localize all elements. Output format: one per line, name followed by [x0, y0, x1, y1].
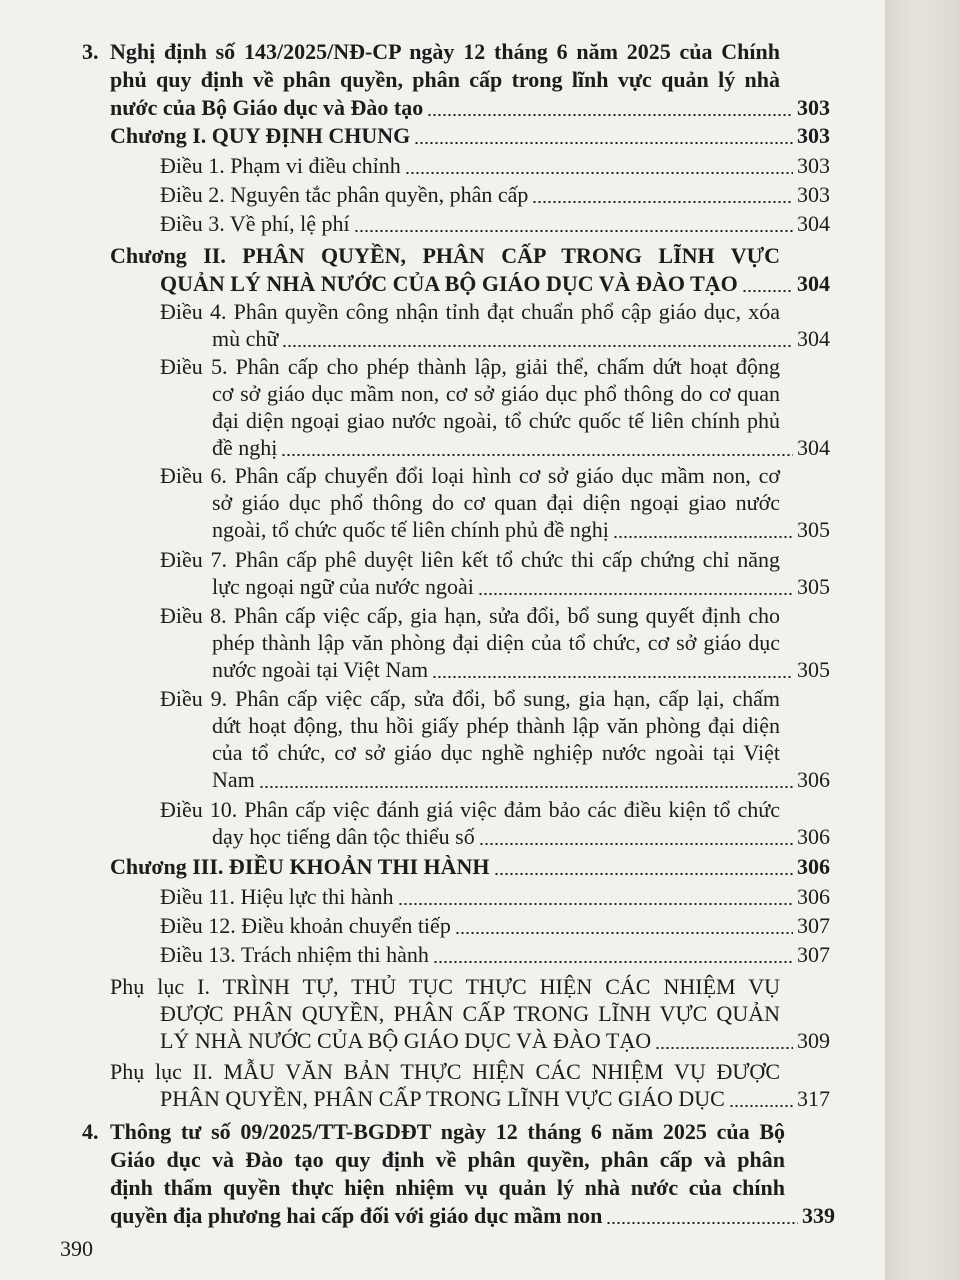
article-9-line-3: của tổ chức, cơ sở giáo dục nghề nghiệp nước ngoài tại Việt	[212, 740, 780, 765]
article-9-line-2: dứt hoạt động, thu hồi giấy phép thành lập văn phòng đại diện	[212, 713, 780, 738]
article-8-line-2: phép thành lập văn phòng đại diện của tổ chức, cơ sở giáo dục	[212, 630, 780, 655]
article-5-line-2: cơ sở giáo dục mầm non, cơ sở giáo dục phổ thông do cơ quan	[212, 381, 780, 406]
page-ref: 303	[797, 95, 830, 120]
chapter-1: Chương I. QUY ĐỊNH CHUNG 303	[110, 123, 830, 148]
article-6-line-1: Điều 6. Phân cấp chuyển đổi loại hình cơ sở giáo dục mầm non, cơ	[160, 463, 780, 488]
section-4-line-4: quyền địa phương hai cấp đối với giáo dục mầm non 339	[110, 1203, 835, 1228]
article-8-line-3: nước ngoài tại Việt Nam 305	[212, 657, 830, 682]
article-4-line-1: Điều 4. Phân quyền công nhận tỉnh đạt chuẩn phổ cập giáo dục, xóa	[160, 299, 780, 324]
chapter-2-line-2: QUẢN LÝ NHÀ NƯỚC CỦA BỘ GIÁO DỤC VÀ ĐÀO TẠO 304	[160, 271, 830, 296]
section-4-line-3: định thẩm quyền thực hiện nhiệm vụ quản lý nhà nước của chính	[110, 1175, 785, 1200]
article-6-line-3: ngoài, tổ chức quốc tế liên chính phủ đề nghị 305	[212, 517, 830, 542]
article-4-line-2: mù chữ 304	[212, 326, 830, 351]
article-2: Điều 2. Nguyên tắc phân quyền, phân cấp 303	[160, 182, 830, 207]
article-9-line-1: Điều 9. Phân cấp việc cấp, sửa đổi, bổ sung, gia hạn, cấp lại, chấm	[160, 686, 780, 711]
section-3-line-1: Nghị định số 143/2025/NĐ-CP ngày 12 tháng 6 năm 2025 của Chính	[110, 39, 780, 64]
article-12: Điều 12. Điều khoản chuyển tiếp 307	[160, 913, 830, 938]
article-5-line-4: đề nghị 304	[212, 435, 830, 460]
appendix-1-line-2: ĐƯỢC PHÂN QUYỀN, PHÂN CẤP TRONG LĨNH VỰC QUẢN	[160, 1001, 780, 1026]
article-10-line-2: dạy học tiếng dân tộc thiểu số 306	[212, 824, 830, 849]
section-4-line-2: Giáo dục và Đào tạo quy định về phân quyền, phân cấp và phân	[110, 1147, 785, 1172]
section-4-number: 4.	[82, 1119, 99, 1144]
appendix-2-line-2: PHÂN QUYỀN, PHÂN CẤP TRONG LĨNH VỰC GIÁO DỤC 317	[160, 1086, 830, 1111]
appendix-2-line-1: Phụ lục II. MẪU VĂN BẢN THỰC HIỆN CÁC NHIỆM VỤ ĐƯỢC	[110, 1059, 780, 1084]
article-5-line-3: đại diện ngoại giao nước ngoài, tổ chức quốc tế liên chính phủ	[212, 408, 780, 433]
chapter-2-line-1: Chương II. PHÂN QUYỀN, PHÂN CẤP TRONG LĨNH VỰC	[110, 243, 780, 268]
section-3-line-2: phủ quy định về phân quyền, phân cấp trong lĩnh vực quản lý nhà	[110, 67, 780, 92]
appendix-1-line-3: LÝ NHÀ NƯỚC CỦA BỘ GIÁO DỤC VÀ ĐÀO TẠO 309	[160, 1028, 830, 1053]
appendix-1-line-1: Phụ lục I. TRÌNH TỰ, THỦ TỤC THỰC HIỆN CÁC NHIỆM VỤ	[110, 974, 780, 999]
section-3-line-3: nước của Bộ Giáo dục và Đào tạo 303	[110, 95, 830, 120]
article-11: Điều 11. Hiệu lực thi hành 306	[160, 884, 830, 909]
article-6-line-2: sở giáo dục phổ thông do cơ quan đại diện ngoại giao nước	[212, 490, 780, 515]
section-4-line-1: Thông tư số 09/2025/TT-BGDĐT ngày 12 tháng 6 năm 2025 của Bộ	[110, 1119, 785, 1144]
article-13: Điều 13. Trách nhiệm thi hành 307	[160, 942, 830, 967]
article-8-line-1: Điều 8. Phân cấp việc cấp, gia hạn, sửa đổi, bổ sung quyết định cho	[160, 603, 780, 628]
article-9-line-4: Nam 306	[212, 767, 830, 792]
article-3: Điều 3. Về phí, lệ phí 304	[160, 211, 830, 236]
page-number: 390	[60, 1236, 93, 1261]
section-3-number: 3.	[82, 39, 99, 64]
article-1: Điều 1. Phạm vi điều chỉnh 303	[160, 153, 830, 178]
chapter-3: Chương III. ĐIỀU KHOẢN THI HÀNH 306	[110, 854, 830, 879]
article-7-line-2: lực ngoại ngữ của nước ngoài 305	[212, 574, 830, 599]
article-5-line-1: Điều 5. Phân cấp cho phép thành lập, giải thể, chấm dứt hoạt động	[160, 354, 780, 379]
article-7-line-1: Điều 7. Phân cấp phê duyệt liên kết tổ chức thi cấp chứng chỉ năng	[160, 547, 780, 572]
next-page-edge	[885, 0, 960, 1280]
article-10-line-1: Điều 10. Phân cấp việc đánh giá việc đảm bảo các điều kiện tổ chức	[160, 797, 780, 822]
